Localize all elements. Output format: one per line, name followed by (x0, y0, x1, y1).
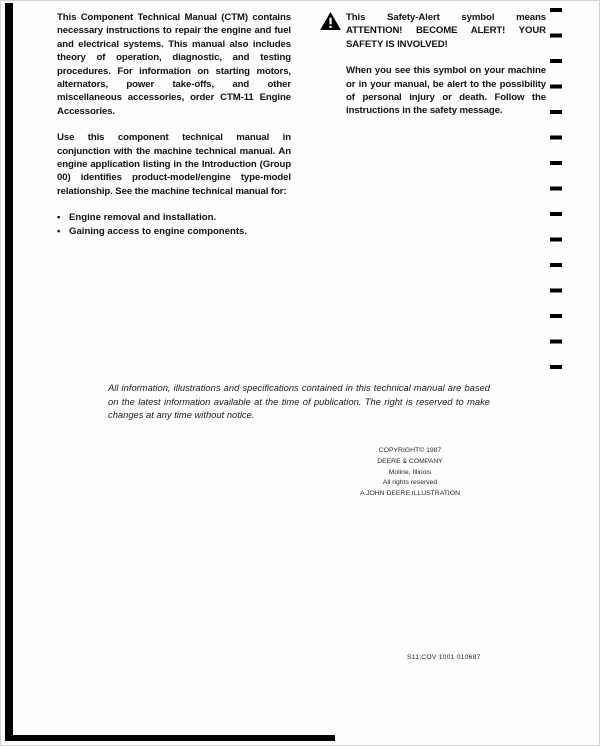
list-item (57, 211, 291, 224)
copyright-line: All rights reserved (382, 479, 438, 487)
scan-edge-marks (550, 8, 562, 374)
bullet-text: Engine removal and installation. (69, 212, 217, 224)
safety-instruction-paragraph: When you see this symbol on your machine or in your manual, be alert to the possibility of personal injury or death. Follow the instructions in the safety message. (346, 65, 546, 117)
copyright-line: DEERE & COMPANY (377, 457, 443, 465)
right-column (320, 11, 546, 131)
footer-code: S11;COV 1001 010687 (407, 654, 481, 661)
warning-triangle-icon (320, 12, 341, 30)
bullet-icon (57, 225, 69, 238)
list-item (57, 225, 291, 238)
left-column (57, 11, 291, 238)
disclaimer-paragraph: All information, illustrations and specifications contained in this technical manual are based on the latest information available at the time of publication. The right is reserved to make changes at any time without notice. (108, 382, 490, 421)
scan-bottom-edge-bar (5, 735, 335, 741)
bullet-list (57, 211, 291, 238)
copyright-line: COPYRIGHT© 1987 (378, 447, 442, 454)
intro-paragraph: This Component Technical Manual (CTM) contains necessary instructions to repair the engine and fuel and electrical systems. This manual also includes theory of operation, diagnostic, and testing procedures. For information on starting motors, alternators, power take-offs, and other miscellaneous accessories, order CTM-11 Engine Accessories. (57, 12, 291, 117)
safety-alert-row (320, 11, 546, 51)
bullet-icon (57, 211, 69, 224)
copyright-block (328, 446, 492, 500)
scan-binding-bar (5, 3, 13, 741)
copyright-line: Moline, Illinois (388, 468, 432, 476)
copyright-line: A JOHN DEERE ILLUSTRATION (360, 490, 460, 498)
safety-alert-paragraph: This Safety-Alert symbol means ATTENTION! BECOME ALERT! YOUR SAFETY IS INVOLVED! (346, 12, 546, 50)
usage-paragraph: Use this component technical manual in conjunction with the machine technical manual. An engine application listing in the Introduction (Group 00) identifies product-model/engine type-model relationship. See the machine technical manual for: (57, 132, 291, 197)
bullet-text: Gaining access to engine components. (69, 225, 248, 237)
